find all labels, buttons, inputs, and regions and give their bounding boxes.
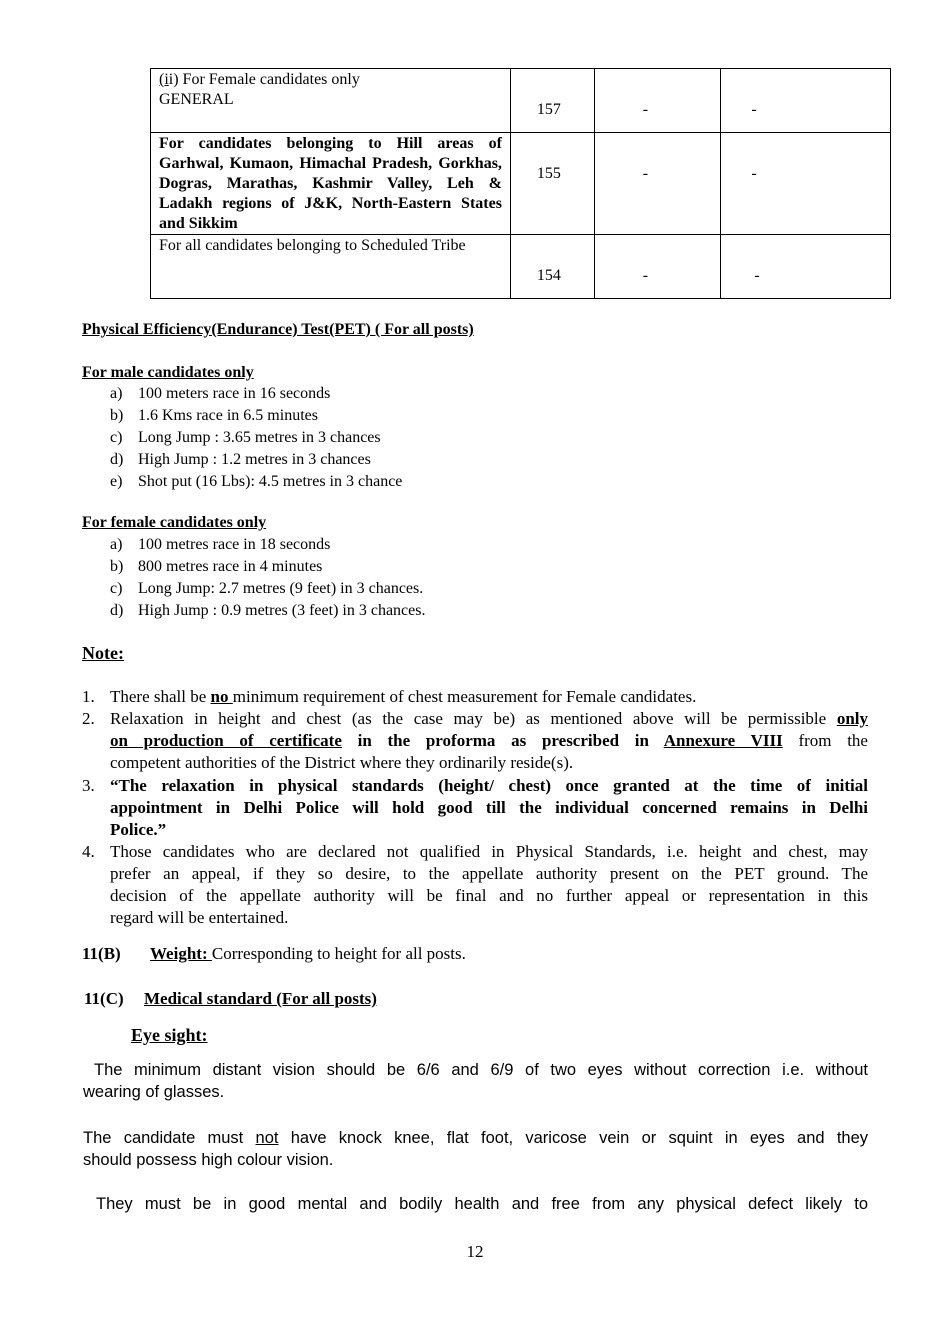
list-marker: c) [110,429,123,446]
paragraph-text: The minimum distant vision should be 6/6 and 6/9 of two eyes without correction i.e. without [94,1061,868,1079]
list-text: High Jump : 0.9 metres (3 feet) in 3 chances. [138,602,426,619]
eye-sight-heading: Eye sight: [131,1025,208,1045]
table-cell [594,235,721,299]
note-text: There shall be [110,687,211,706]
note-emphasis: Annexure VIII [663,731,783,750]
note-item-3-line-3: Police.” [110,820,167,839]
list-marker: d) [110,602,124,619]
medical-paragraph-2-line-2: should possess high colour vision. [83,1151,334,1169]
cell-value: - [642,165,649,182]
cell-value: - [642,267,649,284]
table-cell [721,133,891,235]
cell-text: For all candidates belonging to Scheduled Tribe [159,237,466,254]
note-text: minimum requirement of chest measurement for Female candidates. [232,687,697,706]
cell-value: - [751,165,757,182]
cell-value: 154 [536,267,561,284]
cell-value: 155 [536,165,561,182]
list-marker: c) [110,580,123,597]
note-text: Relaxation in height and chest (as the case may be) as mentioned above will be permissible [110,709,837,728]
note-item-3-line-2 [110,797,868,819]
page-number: 12 [466,1242,484,1261]
list-text: 100 metres race in 18 seconds [138,536,331,553]
weight-label: Weight: [150,944,212,963]
note-item-2-line-3: competent authorities of the District where they ordinarily reside(s). [110,753,574,772]
table-row [151,235,891,299]
cell-text: i) For Female candidates only [168,71,360,88]
note-text: Those candidates who are declared not qualified in Physical Standards, i.e. height and chest, may [110,842,868,861]
list-marker: e) [110,473,123,490]
table-cell [721,69,891,133]
table-cell-height [510,235,594,299]
note-text: appointment in Delhi Police will hold good till the individual concerned remains in Delhi [110,798,868,817]
list-text: Long Jump : 3.65 metres in 3 chances [138,429,381,446]
table-cell-category [151,133,511,235]
male-candidates-heading: For male candidates only [82,364,254,381]
list-text: Long Jump: 2.7 metres (9 feet) in 3 chances. [138,580,424,597]
note-number: 4. [82,842,95,861]
paragraph-text: The candidate must [83,1129,256,1147]
list-marker: b) [110,407,124,424]
cell-value: - [642,101,649,118]
list-text: High Jump : 1.2 metres in 3 chances [138,451,371,468]
cell-value: - [751,101,757,118]
paragraph-text: They must be in good mental and bodily health and free from any physical defect likely to [96,1195,868,1213]
note-emphasis: on production of certificate [110,731,342,750]
weight-line [150,943,466,965]
medical-paragraph-1-line-2: wearing of glasses. [83,1083,225,1101]
cell-text: GENERAL [159,91,234,108]
note-text: prefer an appeal, if they so desire, to the appellate authority present on the PET ground. The [110,864,868,883]
weight-text: Corresponding to height for all posts. [211,944,466,963]
table-cell-category [151,235,511,299]
section-number: 11(C) [84,989,124,1008]
table-cell-height [510,133,594,235]
note-item-2-line-2 [110,730,868,752]
table-cell-height [510,69,594,133]
cell-text: (i [159,71,169,88]
note-text: from the [782,731,868,750]
note-text: decision of the appellate authority will be final and no further appeal or representation in this [110,886,868,905]
note-emphasis: in the proforma as prescribed in [341,731,664,750]
note-heading: Note: [82,643,124,663]
note-item-4-line-2 [110,863,868,885]
list-text: 1.6 Kms race in 6.5 minutes [138,407,318,424]
note-item-2-line-1 [110,708,868,730]
cell-value: - [754,267,760,284]
paragraph-text: have knock knee, flat foot, varicose vein or squint in eyes and they [278,1129,869,1147]
note-number: 3. [82,776,95,795]
cell-value: 157 [536,101,561,118]
table-cell [594,69,721,133]
table-cell [721,235,891,299]
list-marker: a) [110,536,123,553]
medical-paragraph-3-line-1 [96,1193,868,1215]
note-text: “The relaxation in physical standards (height/ chest) once granted at the time of initial [110,776,868,795]
list-text: Shot put (16 Lbs): 4.5 metres in 3 chance [138,473,403,490]
note-number: 1. [82,687,95,706]
note-item-4-line-1 [110,841,868,863]
note-emphasis: no [210,687,233,706]
paragraph-emphasis: not [255,1129,279,1147]
list-text: 800 metres race in 4 minutes [138,558,323,575]
note-item-1 [110,686,696,708]
table-cell-category [151,69,511,133]
note-item-4-line-4: regard will be entertained. [110,908,289,927]
table-row [151,133,891,235]
table-cell [594,133,721,235]
pet-heading: Physical Efficiency(Endurance) Test(PET) ( For all posts) [82,321,474,338]
note-number: 2. [82,709,95,728]
female-candidates-heading: For female candidates only [82,514,267,531]
list-marker: d) [110,451,124,468]
section-number: 11(B) [82,944,121,963]
list-marker: b) [110,558,124,575]
cell-text: For candidates belonging to Hill areas of Garhwal, Kumaon, Himachal Pradesh, Gorkhas, Dogras, Marathas, Kashmir Valley, Leh & Ladakh regions of J&K, North-Eastern States and Sikkim [159,135,502,232]
note-emphasis: only [836,709,868,728]
medical-paragraph-1-line-1 [94,1059,868,1081]
list-text: 100 meters race in 16 seconds [138,385,331,402]
list-marker: a) [110,385,123,402]
note-item-3-line-1 [110,775,868,797]
height-standards-table [150,68,891,299]
note-item-4-line-3 [110,885,868,907]
table-row [151,69,891,133]
medical-standard-heading: Medical standard (For all posts) [144,989,377,1008]
medical-paragraph-2-line-1 [83,1127,868,1149]
